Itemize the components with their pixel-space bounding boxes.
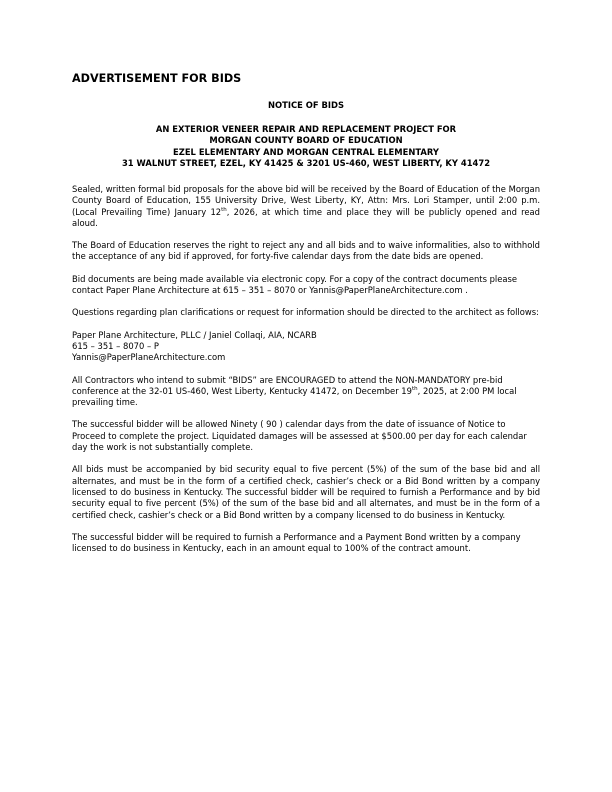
notice-of-bids-title: NOTICE OF BIDS: [268, 100, 344, 110]
project-title-block: [72, 124, 540, 170]
pre-bid-ordinal: th: [411, 386, 418, 393]
project-line-1: AN EXTERIOR VENEER REPAIR AND REPLACEMENT PROJECT FOR: [155, 123, 457, 134]
bid-receipt-paragraph: [72, 184, 540, 229]
bid-receipt-ordinal: th: [221, 206, 227, 213]
project-line-3: EZEL ELEMENTARY AND MORGAN CENTRAL ELEMENTARY: [173, 146, 439, 157]
rights-reserved-paragraph: The Board of Education reserves the right to reject any and all bids and to waive informalities, also to withhold the acceptance of any bid if approved, for forty-five calendar days from the date bids are opened.: [72, 240, 540, 262]
advertisement-heading: ADVERTISEMENT FOR BIDS: [72, 72, 242, 85]
questions-paragraph: Questions regarding plan clarifications or request for information should be directed to the architect as follows:: [72, 307, 539, 318]
pre-bid-conference-paragraph: [72, 375, 540, 409]
bid-receipt-text-b: , 2026, at which time and place they will be publicly opened and read aloud.: [72, 206, 540, 228]
bid-documents-paragraph: Bid documents are being made available via electronic copy. For a copy of the contract documents please contact Paper Plane Architecture at 615 – 351 – 8070 or Yannis@PaperPlaneArchitecture.com .: [72, 273, 518, 296]
bid-advertisement-page: [72, 72, 540, 554]
pre-bid-text-b: , 2025, at 2:00 PM local prevailing time.: [72, 385, 517, 408]
architect-contact-block: [72, 330, 540, 364]
architect-phone: 615 – 351 – 8070 – P: [72, 340, 159, 351]
project-line-4: 31 WALNUT STREET, EZEL, KY 41425 & 3201 US-460, WEST LIBERTY, KY 41472: [121, 158, 491, 169]
performance-bond-paragraph: The successful bidder will be required to furnish a Performance and a Payment Bond written by a company licensed to do business in Kentucky, each in an amount equal to 100% of the contract amount.: [72, 531, 521, 554]
project-line-2: MORGAN COUNTY BOARD OF EDUCATION: [209, 135, 403, 146]
architect-email: Yannis@PaperPlaneArchitecture.com: [72, 352, 226, 363]
pre-bid-text-a: All Contractors who intend to submit “BIDS” are ENCOURAGED to attend the NON-MANDATORY pre-bid conference at the 32-01 US-460, West Liberty, Kentucky 41472, on December 19: [72, 374, 503, 396]
architect-name: Paper Plane Architecture, PLLC / Janiel Collaqi, AIA, NCARB: [72, 329, 317, 340]
bid-receipt-text-a: Sealed, written formal bid proposals for the above bid will be received by the Board of Education of the Morgan County Board of Education, 155 University Drive, West Liberty, KY, Attn: Mrs. Lori Stamper, until 2:00 p.m. (Local Prevailing Time) January 12: [72, 183, 540, 217]
bid-security-paragraph: All bids must be accompanied by bid security equal to five percent (5%) of the sum of the base bid and all alternates, and must be in the form of a certified check, cashier’s check or a Bid Bond written by a company licensed to do business in Kentucky. The successful bidder will be required to furnish a Performance and by bid security equal to five percent (5%) of the sum of the base bid and all alternates, and must be in the form of a certified check, cashier’s check or a Bid Bond written by a company licensed to do business in Kentucky.: [72, 464, 540, 520]
completion-time-paragraph: The successful bidder will be allowed Ninety ( 90 ) calendar days from the date of issuance of Notice to Proceed to complete the project. Liquidated damages will be assessed at $500.00 per day for each calendar day the work is not substantially complete.: [72, 419, 527, 453]
